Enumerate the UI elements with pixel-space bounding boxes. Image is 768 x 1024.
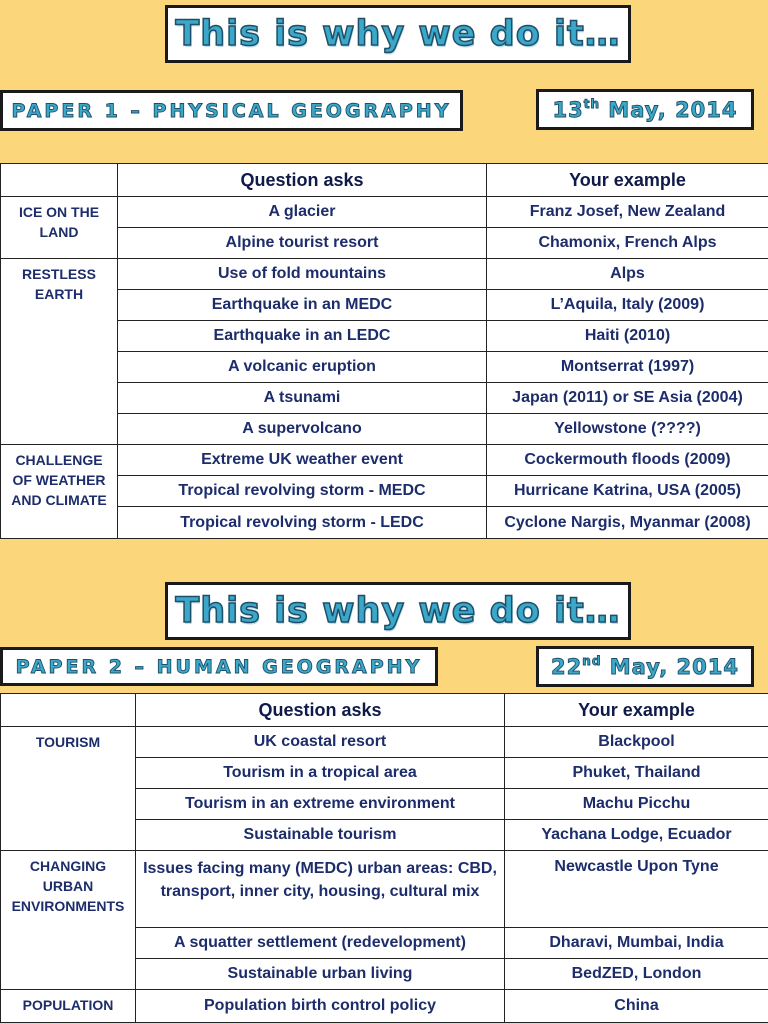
example-cell: Japan (2011) or SE Asia (2004): [487, 383, 768, 414]
table-header-row: [1, 164, 768, 197]
category-cell: RESTLESS EARTH: [1, 259, 118, 445]
example-cell: Franz Josef, New Zealand: [487, 197, 768, 228]
category-cell: CHANGING URBAN ENVIRONMENTS: [1, 851, 136, 990]
example-cell: Yellowstone (????): [487, 414, 768, 445]
slide2-date-day: 22: [551, 655, 583, 679]
question-cell: Tropical revolving storm - MEDC: [118, 476, 487, 507]
slide1-date-suffix: th: [583, 97, 600, 111]
category-cell: POPULATION: [1, 990, 136, 1023]
slide1-paper-title: PAPER 1 – PHYSICAL GEOGRAPHY: [11, 99, 452, 122]
example-cell: China: [505, 990, 768, 1023]
question-cell: Use of fold mountains: [118, 259, 487, 290]
header-cell: [1, 164, 118, 197]
category-cell: ICE ON THE LAND: [1, 197, 118, 259]
slide1-title-banner: [165, 5, 631, 63]
question-cell: Extreme UK weather event: [118, 445, 487, 476]
question-cell: Sustainable urban living: [136, 959, 505, 990]
example-cell: Cockermouth floods (2009): [487, 445, 768, 476]
table-row: [1, 990, 768, 1023]
slide2-paper-title: PAPER 2 – HUMAN GEOGRAPHY: [15, 655, 423, 678]
question-cell: Tourism in an extreme environment: [136, 789, 505, 820]
question-cell: Tourism in a tropical area: [136, 758, 505, 789]
slide2-date-suffix: nd: [582, 654, 602, 668]
slide2-date: [551, 654, 739, 679]
table-row: [1, 259, 768, 290]
example-cell: Newcastle Upon Tyne: [505, 851, 768, 928]
category-cell: TOURISM: [1, 727, 136, 851]
slide1-date-rest: May, 2014: [599, 98, 738, 122]
question-cell: A squatter settlement (redevelopment): [136, 928, 505, 959]
category-cell: CHALLENGE OF WEATHER AND CLIMATE: [1, 445, 118, 539]
example-cell: Haiti (2010): [487, 321, 768, 352]
question-cell: Alpine tourist resort: [118, 228, 487, 259]
question-cell: UK coastal resort: [136, 727, 505, 758]
header-cell: [1, 694, 136, 727]
example-cell: Cyclone Nargis, Myanmar (2008): [487, 507, 768, 539]
example-cell: Yachana Lodge, Ecuador: [505, 820, 768, 851]
question-cell: A glacier: [118, 197, 487, 228]
example-cell: Phuket, Thailand: [505, 758, 768, 789]
table-row: [1, 851, 768, 928]
question-cell: Earthquake in an LEDC: [118, 321, 487, 352]
slide2-title: This is why we do it…: [175, 591, 621, 631]
header-cell: Question asks: [136, 694, 505, 727]
slide1-table: [0, 163, 768, 539]
slide1-paper-banner: [0, 90, 463, 131]
question-cell: Sustainable tourism: [136, 820, 505, 851]
header-cell: Your example: [487, 164, 768, 197]
example-cell: Hurricane Katrina, USA (2005): [487, 476, 768, 507]
slide1-date-day: 13: [552, 98, 584, 122]
table-row: [1, 727, 768, 758]
example-cell: Machu Picchu: [505, 789, 768, 820]
question-cell: Tropical revolving storm - LEDC: [118, 507, 487, 539]
example-cell: L’Aquila, Italy (2009): [487, 290, 768, 321]
example-cell: Alps: [487, 259, 768, 290]
slide1-date: [552, 97, 737, 122]
example-cell: BedZED, London: [505, 959, 768, 990]
slide2-date-banner: [536, 646, 754, 687]
question-cell: A supervolcano: [118, 414, 487, 445]
header-cell: Your example: [505, 694, 768, 727]
question-cell: A volcanic eruption: [118, 352, 487, 383]
slide1-title: This is why we do it…: [175, 14, 621, 54]
table-header-row: [1, 694, 768, 727]
example-cell: Dharavi, Mumbai, India: [505, 928, 768, 959]
example-cell: Chamonix, French Alps: [487, 228, 768, 259]
question-cell: A tsunami: [118, 383, 487, 414]
header-cell: Question asks: [118, 164, 487, 197]
slide1-date-banner: [536, 89, 754, 130]
table-row: [1, 445, 768, 476]
question-cell: Population birth control policy: [136, 990, 505, 1023]
example-cell: Montserrat (1997): [487, 352, 768, 383]
slide2-title-banner: [165, 582, 631, 640]
question-cell: Earthquake in an MEDC: [118, 290, 487, 321]
slide2-table: [0, 693, 768, 1023]
example-cell: Blackpool: [505, 727, 768, 758]
question-cell: Issues facing many (MEDC) urban areas: CBD, transport, inner city, housing, cultural mix: [136, 851, 505, 928]
table-row: [1, 197, 768, 228]
slide2-date-rest: May, 2014: [601, 655, 739, 679]
slide2-paper-banner: [0, 647, 438, 686]
